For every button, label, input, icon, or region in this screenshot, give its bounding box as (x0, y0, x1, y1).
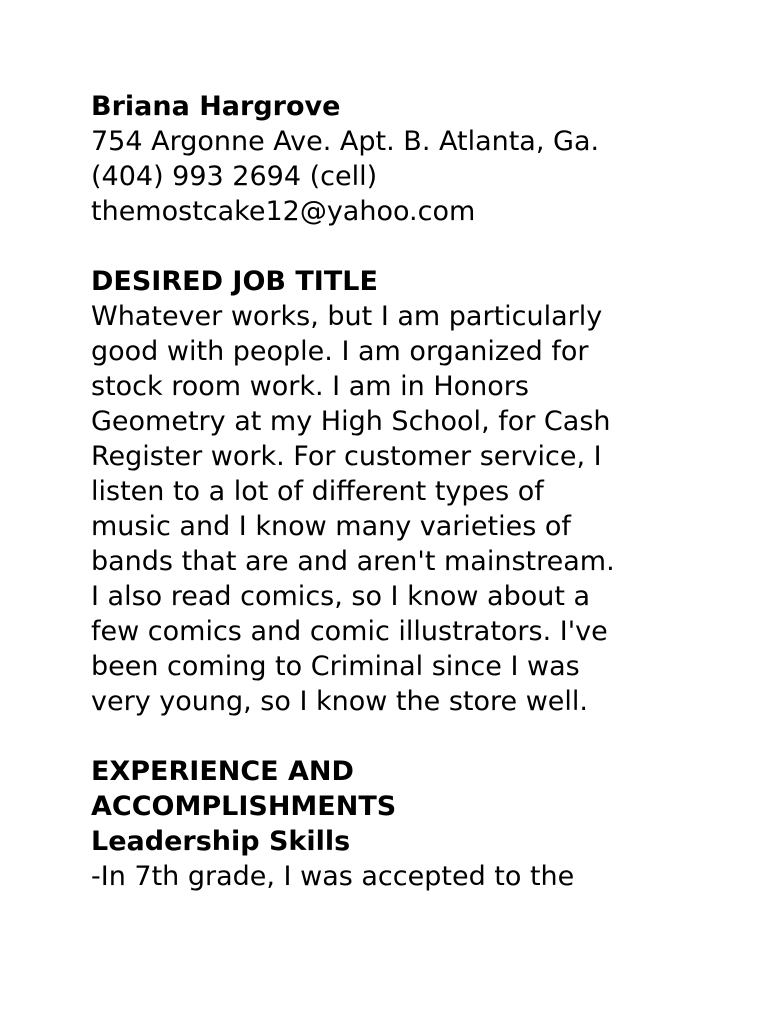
experience-section (91, 754, 751, 894)
paragraph-line: music and I know many varieties of (91, 511, 571, 542)
experience-heading: EXPERIENCE AND (91, 756, 354, 787)
email-line: themostcake12@yahoo.com (91, 196, 476, 227)
paragraph-line: I also read comics, so I know about a (91, 581, 591, 612)
contact-block (91, 89, 751, 229)
paragraph-line: few comics and comic illustrators. I've (91, 616, 608, 647)
paragraph-line: been coming to Criminal since I was (91, 651, 580, 682)
address-line: 754 Argonne Ave. Apt. B. Atlanta, Ga. (91, 126, 600, 157)
section-spacer (91, 719, 751, 754)
paragraph-line: good with people. I am organized for (91, 336, 589, 367)
experience-heading-continued: ACCOMPLISHMENTS (91, 791, 397, 822)
paragraph-line: Whatever works, but I am particularly (91, 301, 603, 332)
resume-document (91, 89, 751, 894)
desired-job-section (91, 264, 751, 719)
phone-line: (404) 993 2694 (cell) (91, 161, 378, 192)
paragraph-line: listen to a lot of different types of (91, 476, 544, 507)
paragraph-line: bands that are and aren't mainstream. (91, 546, 615, 577)
leadership-subheading: Leadership Skills (91, 826, 351, 857)
paragraph-line: Geometry at my High School, for Cash (91, 406, 611, 437)
section-spacer (91, 229, 751, 264)
desired-job-heading: DESIRED JOB TITLE (91, 266, 378, 297)
applicant-name: Briana Hargrove (91, 91, 341, 122)
paragraph-line: very young, so I know the store well. (91, 686, 588, 717)
paragraph-line: stock room work. I am in Honors (91, 371, 529, 402)
paragraph-line: Register work. For customer service, I (91, 441, 602, 472)
experience-line: -In 7th grade, I was accepted to the (91, 861, 575, 892)
